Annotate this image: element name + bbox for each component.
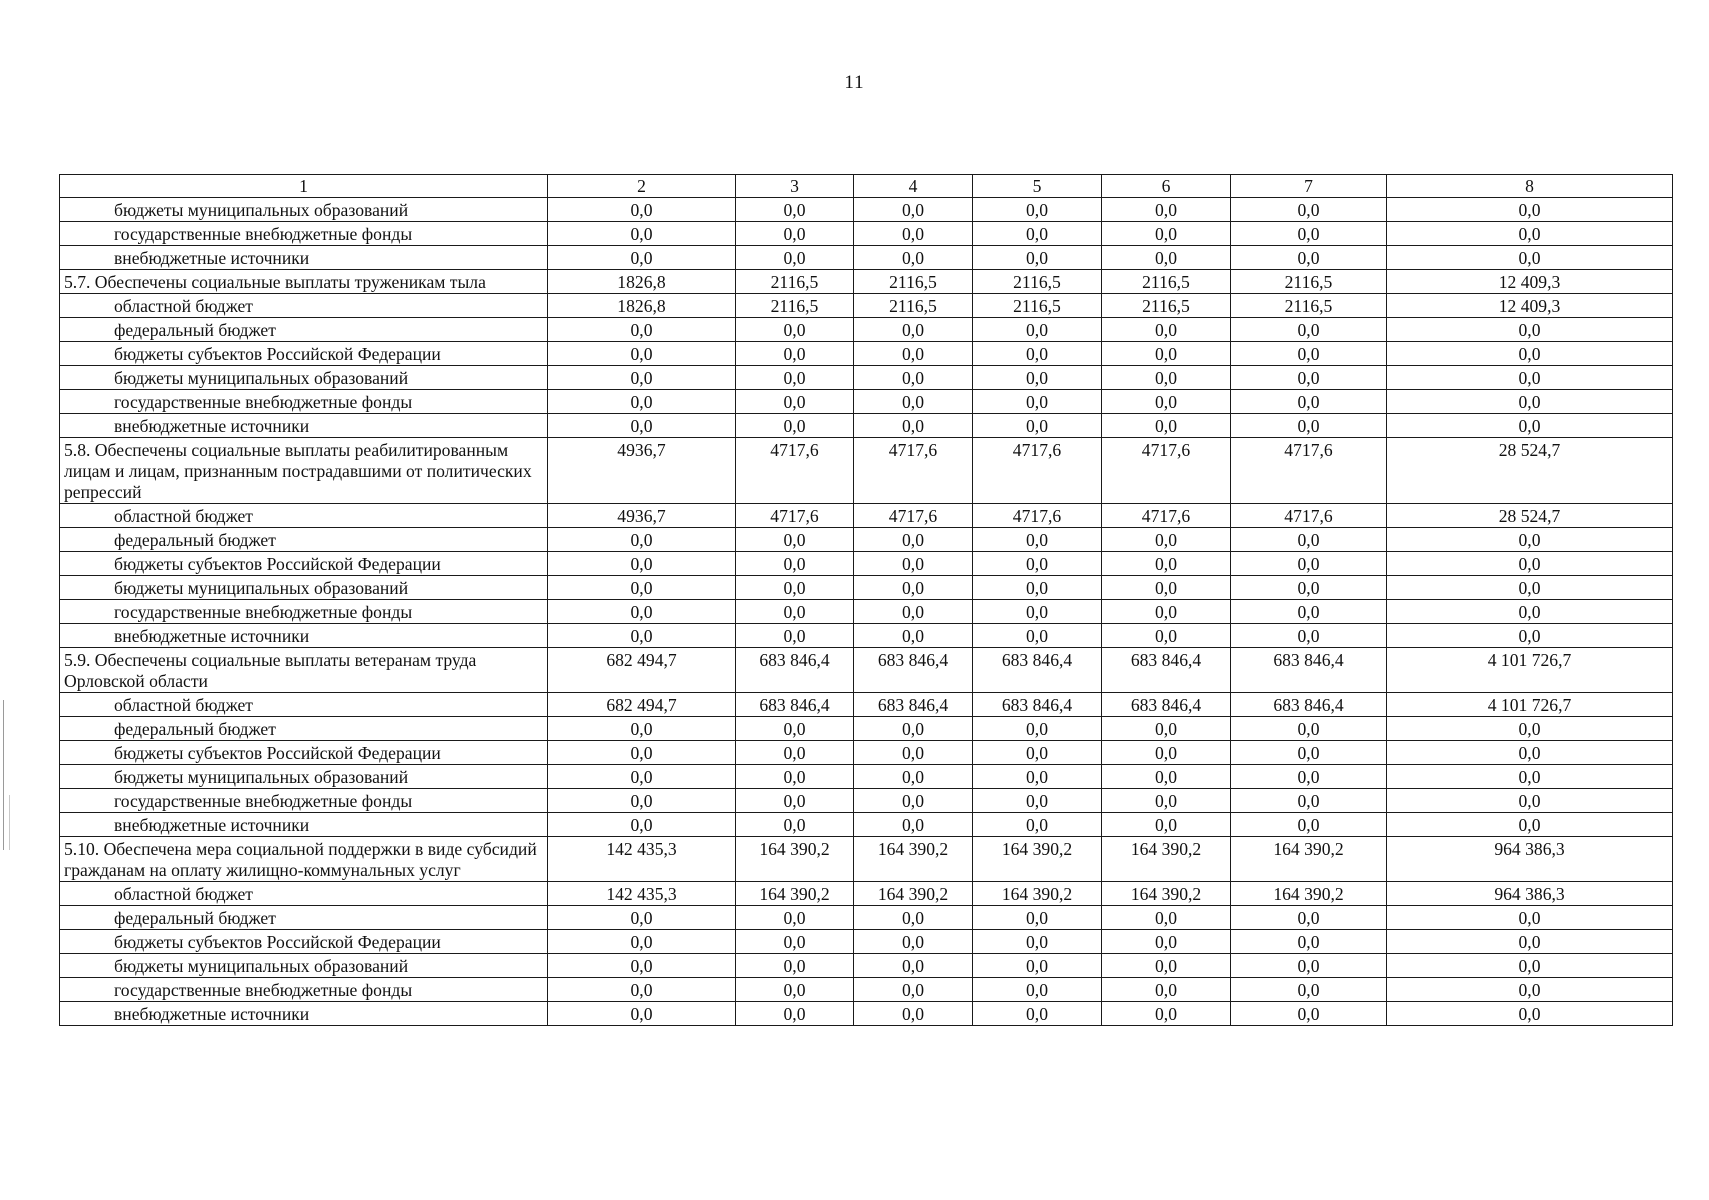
column-header: 4	[854, 175, 973, 198]
value-cell: 0,0	[1231, 624, 1387, 648]
column-header: 6	[1102, 175, 1231, 198]
value-cell: 0,0	[1387, 246, 1673, 270]
value-cell: 0,0	[736, 765, 854, 789]
value-cell: 0,0	[1102, 366, 1231, 390]
measure-label: 5.7. Обеспечены социальные выплаты труженикам тыла	[60, 270, 548, 294]
value-cell: 0,0	[1102, 246, 1231, 270]
value-cell: 164 390,2	[1102, 837, 1231, 882]
value-cell: 683 846,4	[1102, 648, 1231, 693]
funding-source-label: бюджеты муниципальных образований	[60, 366, 548, 390]
value-cell: 0,0	[1231, 765, 1387, 789]
value-cell: 0,0	[1231, 528, 1387, 552]
funding-source-label: федеральный бюджет	[60, 318, 548, 342]
value-cell: 0,0	[548, 600, 736, 624]
value-cell: 0,0	[1231, 741, 1387, 765]
table-row-source	[60, 930, 1673, 954]
value-cell: 0,0	[548, 198, 736, 222]
value-cell: 0,0	[854, 813, 973, 837]
table-row-source	[60, 1002, 1673, 1026]
value-cell: 0,0	[973, 198, 1102, 222]
value-cell: 0,0	[736, 366, 854, 390]
value-cell: 0,0	[1231, 552, 1387, 576]
value-cell: 0,0	[1231, 717, 1387, 741]
value-cell: 0,0	[973, 765, 1102, 789]
value-cell: 0,0	[1231, 906, 1387, 930]
value-cell: 0,0	[548, 318, 736, 342]
table-row-measure	[60, 270, 1673, 294]
value-cell: 0,0	[973, 552, 1102, 576]
value-cell: 0,0	[1102, 414, 1231, 438]
value-cell: 2116,5	[736, 294, 854, 318]
column-header: 5	[973, 175, 1102, 198]
value-cell: 0,0	[1387, 813, 1673, 837]
value-cell: 0,0	[973, 930, 1102, 954]
value-cell: 0,0	[1102, 390, 1231, 414]
value-cell: 0,0	[736, 789, 854, 813]
budget-table	[59, 174, 1673, 1026]
value-cell: 4717,6	[854, 504, 973, 528]
value-cell: 0,0	[1102, 528, 1231, 552]
value-cell: 0,0	[973, 789, 1102, 813]
funding-source-label: внебюджетные источники	[60, 1002, 548, 1026]
value-cell: 164 390,2	[1231, 882, 1387, 906]
value-cell: 0,0	[1102, 624, 1231, 648]
funding-source-label: бюджеты субъектов Российской Федерации	[60, 930, 548, 954]
table-row-source	[60, 198, 1673, 222]
table-body	[60, 198, 1673, 1026]
value-cell: 683 846,4	[736, 648, 854, 693]
value-cell: 0,0	[854, 741, 973, 765]
value-cell: 0,0	[973, 390, 1102, 414]
value-cell: 2116,5	[854, 294, 973, 318]
column-header: 1	[60, 175, 548, 198]
value-cell: 0,0	[973, 978, 1102, 1002]
value-cell: 4717,6	[854, 438, 973, 504]
value-cell: 0,0	[548, 414, 736, 438]
value-cell: 4717,6	[1102, 438, 1231, 504]
value-cell: 0,0	[854, 342, 973, 366]
value-cell: 0,0	[973, 246, 1102, 270]
table-row-source	[60, 717, 1673, 741]
value-cell: 0,0	[548, 789, 736, 813]
value-cell: 0,0	[1102, 552, 1231, 576]
value-cell: 0,0	[548, 717, 736, 741]
value-cell: 0,0	[1231, 366, 1387, 390]
value-cell: 0,0	[1387, 414, 1673, 438]
value-cell: 164 390,2	[973, 837, 1102, 882]
value-cell: 12 409,3	[1387, 294, 1673, 318]
value-cell: 0,0	[1102, 600, 1231, 624]
value-cell: 2116,5	[736, 270, 854, 294]
value-cell: 0,0	[854, 552, 973, 576]
value-cell: 0,0	[854, 1002, 973, 1026]
value-cell: 0,0	[548, 1002, 736, 1026]
value-cell: 964 386,3	[1387, 837, 1673, 882]
value-cell: 0,0	[973, 954, 1102, 978]
value-cell: 0,0	[1387, 717, 1673, 741]
table-row-source	[60, 741, 1673, 765]
value-cell: 0,0	[973, 318, 1102, 342]
value-cell: 0,0	[1387, 318, 1673, 342]
value-cell: 0,0	[1102, 1002, 1231, 1026]
value-cell: 0,0	[1231, 930, 1387, 954]
value-cell: 0,0	[973, 906, 1102, 930]
funding-source-label: бюджеты субъектов Российской Федерации	[60, 342, 548, 366]
value-cell: 4936,7	[548, 438, 736, 504]
funding-source-label: федеральный бюджет	[60, 906, 548, 930]
value-cell: 0,0	[1102, 318, 1231, 342]
page-number: 11	[844, 72, 865, 93]
value-cell: 0,0	[1231, 222, 1387, 246]
value-cell: 4717,6	[736, 504, 854, 528]
value-cell: 4 101 726,7	[1387, 648, 1673, 693]
value-cell: 0,0	[1102, 954, 1231, 978]
funding-source-label: бюджеты субъектов Российской Федерации	[60, 741, 548, 765]
value-cell: 0,0	[1387, 765, 1673, 789]
value-cell: 0,0	[1387, 600, 1673, 624]
value-cell: 2116,5	[973, 294, 1102, 318]
column-header: 2	[548, 175, 736, 198]
value-cell: 142 435,3	[548, 882, 736, 906]
value-cell: 0,0	[1231, 318, 1387, 342]
value-cell: 0,0	[1387, 906, 1673, 930]
value-cell: 682 494,7	[548, 693, 736, 717]
value-cell: 0,0	[736, 342, 854, 366]
value-cell: 28 524,7	[1387, 504, 1673, 528]
measure-label: 5.10. Обеспечена мера социальной поддержки в виде субсидий гражданам на оплату жилищно-коммунальных услуг	[60, 837, 548, 882]
value-cell: 4717,6	[1102, 504, 1231, 528]
value-cell: 12 409,3	[1387, 270, 1673, 294]
value-cell: 964 386,3	[1387, 882, 1673, 906]
value-cell: 0,0	[854, 789, 973, 813]
value-cell: 1826,8	[548, 294, 736, 318]
funding-source-label: внебюджетные источники	[60, 246, 548, 270]
value-cell: 0,0	[736, 906, 854, 930]
value-cell: 683 846,4	[973, 693, 1102, 717]
table-row-source	[60, 504, 1673, 528]
value-cell: 0,0	[854, 930, 973, 954]
value-cell: 0,0	[854, 576, 973, 600]
value-cell: 0,0	[548, 366, 736, 390]
value-cell: 0,0	[548, 741, 736, 765]
value-cell: 0,0	[736, 1002, 854, 1026]
value-cell: 0,0	[1387, 978, 1673, 1002]
table-row-source	[60, 294, 1673, 318]
value-cell: 683 846,4	[854, 693, 973, 717]
value-cell: 0,0	[973, 576, 1102, 600]
value-cell: 0,0	[1387, 954, 1673, 978]
table-row-source	[60, 813, 1673, 837]
value-cell: 0,0	[854, 246, 973, 270]
value-cell: 0,0	[973, 741, 1102, 765]
value-cell: 0,0	[1387, 528, 1673, 552]
table-row-measure	[60, 438, 1673, 504]
column-header: 8	[1387, 175, 1673, 198]
value-cell: 1826,8	[548, 270, 736, 294]
value-cell: 0,0	[1102, 741, 1231, 765]
value-cell: 0,0	[1231, 954, 1387, 978]
value-cell: 0,0	[548, 765, 736, 789]
value-cell: 683 846,4	[1102, 693, 1231, 717]
value-cell: 0,0	[736, 198, 854, 222]
value-cell: 0,0	[973, 366, 1102, 390]
table-row-source	[60, 693, 1673, 717]
value-cell: 0,0	[1387, 366, 1673, 390]
value-cell: 164 390,2	[736, 882, 854, 906]
measure-label: 5.8. Обеспечены социальные выплаты реабилитированным лицам и лицам, признанным пострадавшими от политических репрессий	[60, 438, 548, 504]
value-cell: 0,0	[973, 717, 1102, 741]
table-row-source	[60, 342, 1673, 366]
value-cell: 0,0	[548, 576, 736, 600]
value-cell: 0,0	[1102, 906, 1231, 930]
value-cell: 0,0	[854, 954, 973, 978]
value-cell: 0,0	[854, 906, 973, 930]
table-row-source	[60, 954, 1673, 978]
value-cell: 0,0	[973, 600, 1102, 624]
funding-source-label: государственные внебюджетные фонды	[60, 789, 548, 813]
value-cell: 0,0	[854, 600, 973, 624]
funding-source-label: федеральный бюджет	[60, 717, 548, 741]
table-row-source	[60, 765, 1673, 789]
value-cell: 0,0	[973, 342, 1102, 366]
value-cell: 0,0	[548, 813, 736, 837]
table-row-source	[60, 882, 1673, 906]
value-cell: 0,0	[1231, 813, 1387, 837]
measure-label: 5.9. Обеспечены социальные выплаты ветеранам труда Орловской области	[60, 648, 548, 693]
table-row-source	[60, 906, 1673, 930]
funding-source-label: федеральный бюджет	[60, 528, 548, 552]
value-cell: 0,0	[1387, 789, 1673, 813]
value-cell: 0,0	[736, 741, 854, 765]
value-cell: 0,0	[1102, 342, 1231, 366]
value-cell: 142 435,3	[548, 837, 736, 882]
value-cell: 0,0	[548, 222, 736, 246]
value-cell: 4717,6	[1231, 438, 1387, 504]
value-cell: 2116,5	[1231, 270, 1387, 294]
value-cell: 164 390,2	[854, 837, 973, 882]
table-row-source	[60, 414, 1673, 438]
value-cell: 0,0	[736, 813, 854, 837]
column-number-row	[60, 175, 1673, 198]
value-cell: 0,0	[973, 528, 1102, 552]
value-cell: 2116,5	[973, 270, 1102, 294]
table-row-measure	[60, 648, 1673, 693]
value-cell: 0,0	[1387, 930, 1673, 954]
funding-source-label: государственные внебюджетные фонды	[60, 222, 548, 246]
value-cell: 0,0	[1102, 198, 1231, 222]
value-cell: 0,0	[548, 552, 736, 576]
value-cell: 683 846,4	[1231, 648, 1387, 693]
value-cell: 0,0	[736, 552, 854, 576]
value-cell: 4936,7	[548, 504, 736, 528]
value-cell: 0,0	[548, 528, 736, 552]
value-cell: 4717,6	[973, 504, 1102, 528]
table-row-source	[60, 390, 1673, 414]
value-cell: 0,0	[736, 978, 854, 1002]
value-cell: 0,0	[736, 318, 854, 342]
scan-artifact-line	[9, 795, 10, 850]
value-cell: 0,0	[736, 390, 854, 414]
value-cell: 0,0	[548, 978, 736, 1002]
value-cell: 0,0	[854, 978, 973, 1002]
value-cell: 0,0	[548, 624, 736, 648]
value-cell: 683 846,4	[1231, 693, 1387, 717]
value-cell: 0,0	[1102, 930, 1231, 954]
value-cell: 4717,6	[1231, 504, 1387, 528]
value-cell: 0,0	[854, 198, 973, 222]
value-cell: 0,0	[736, 222, 854, 246]
value-cell: 0,0	[1231, 789, 1387, 813]
funding-source-label: государственные внебюджетные фонды	[60, 600, 548, 624]
funding-source-label: внебюджетные источники	[60, 414, 548, 438]
value-cell: 0,0	[1231, 600, 1387, 624]
value-cell: 0,0	[1387, 198, 1673, 222]
value-cell: 0,0	[736, 528, 854, 552]
value-cell: 0,0	[736, 930, 854, 954]
value-cell: 0,0	[1387, 741, 1673, 765]
value-cell: 683 846,4	[736, 693, 854, 717]
value-cell: 0,0	[1231, 198, 1387, 222]
value-cell: 0,0	[973, 813, 1102, 837]
value-cell: 0,0	[548, 930, 736, 954]
value-cell: 0,0	[854, 222, 973, 246]
table-row-source	[60, 600, 1673, 624]
value-cell: 0,0	[548, 954, 736, 978]
value-cell: 164 390,2	[736, 837, 854, 882]
table-row-source	[60, 978, 1673, 1002]
value-cell: 683 846,4	[854, 648, 973, 693]
value-cell: 0,0	[736, 246, 854, 270]
value-cell: 4 101 726,7	[1387, 693, 1673, 717]
value-cell: 0,0	[973, 1002, 1102, 1026]
value-cell: 0,0	[736, 414, 854, 438]
table-row-source	[60, 246, 1673, 270]
value-cell: 0,0	[854, 528, 973, 552]
value-cell: 0,0	[1102, 576, 1231, 600]
value-cell: 0,0	[973, 222, 1102, 246]
value-cell: 0,0	[1231, 1002, 1387, 1026]
value-cell: 0,0	[1387, 342, 1673, 366]
value-cell: 0,0	[973, 414, 1102, 438]
value-cell: 0,0	[1102, 789, 1231, 813]
funding-source-label: государственные внебюджетные фонды	[60, 390, 548, 414]
value-cell: 164 390,2	[973, 882, 1102, 906]
value-cell: 0,0	[1102, 717, 1231, 741]
value-cell: 2116,5	[1231, 294, 1387, 318]
funding-source-label: внебюджетные источники	[60, 624, 548, 648]
value-cell: 0,0	[548, 906, 736, 930]
table-row-source	[60, 552, 1673, 576]
funding-source-label: внебюджетные источники	[60, 813, 548, 837]
value-cell: 0,0	[854, 318, 973, 342]
value-cell: 682 494,7	[548, 648, 736, 693]
funding-source-label: областной бюджет	[60, 294, 548, 318]
value-cell: 0,0	[1231, 978, 1387, 1002]
funding-source-label: областной бюджет	[60, 693, 548, 717]
table-row-source	[60, 576, 1673, 600]
table-row-source	[60, 528, 1673, 552]
table-row-measure	[60, 837, 1673, 882]
value-cell: 0,0	[1387, 1002, 1673, 1026]
funding-source-label: бюджеты субъектов Российской Федерации	[60, 552, 548, 576]
table-row-source	[60, 624, 1673, 648]
value-cell: 0,0	[1231, 390, 1387, 414]
value-cell: 0,0	[1102, 222, 1231, 246]
column-header: 3	[736, 175, 854, 198]
value-cell: 0,0	[854, 765, 973, 789]
value-cell: 2116,5	[1102, 294, 1231, 318]
funding-source-label: государственные внебюджетные фонды	[60, 978, 548, 1002]
value-cell: 0,0	[1102, 978, 1231, 1002]
value-cell: 2116,5	[854, 270, 973, 294]
table-row-source	[60, 318, 1673, 342]
value-cell: 0,0	[736, 600, 854, 624]
value-cell: 0,0	[1102, 813, 1231, 837]
value-cell: 0,0	[854, 414, 973, 438]
table-row-source	[60, 366, 1673, 390]
value-cell: 0,0	[854, 390, 973, 414]
value-cell: 4717,6	[973, 438, 1102, 504]
value-cell: 0,0	[1387, 624, 1673, 648]
value-cell: 164 390,2	[1102, 882, 1231, 906]
value-cell: 164 390,2	[1231, 837, 1387, 882]
value-cell: 0,0	[1387, 552, 1673, 576]
value-cell: 0,0	[1387, 576, 1673, 600]
value-cell: 0,0	[548, 342, 736, 366]
value-cell: 4717,6	[736, 438, 854, 504]
value-cell: 28 524,7	[1387, 438, 1673, 504]
value-cell: 2116,5	[1102, 270, 1231, 294]
value-cell: 0,0	[854, 624, 973, 648]
value-cell: 0,0	[1231, 576, 1387, 600]
value-cell: 0,0	[854, 366, 973, 390]
value-cell: 0,0	[1231, 342, 1387, 366]
value-cell: 0,0	[1231, 414, 1387, 438]
value-cell: 0,0	[854, 717, 973, 741]
funding-source-label: бюджеты муниципальных образований	[60, 198, 548, 222]
funding-source-label: бюджеты муниципальных образований	[60, 765, 548, 789]
table-row-source	[60, 222, 1673, 246]
value-cell: 0,0	[1387, 390, 1673, 414]
value-cell: 0,0	[736, 624, 854, 648]
value-cell: 683 846,4	[973, 648, 1102, 693]
value-cell: 0,0	[1102, 765, 1231, 789]
value-cell: 0,0	[736, 717, 854, 741]
value-cell: 0,0	[736, 954, 854, 978]
value-cell: 0,0	[548, 246, 736, 270]
value-cell: 0,0	[736, 576, 854, 600]
table-row-source	[60, 789, 1673, 813]
value-cell: 0,0	[548, 390, 736, 414]
funding-source-label: областной бюджет	[60, 504, 548, 528]
value-cell: 0,0	[1231, 246, 1387, 270]
funding-source-label: бюджеты муниципальных образований	[60, 954, 548, 978]
value-cell: 0,0	[973, 624, 1102, 648]
funding-source-label: областной бюджет	[60, 882, 548, 906]
column-header: 7	[1231, 175, 1387, 198]
value-cell: 164 390,2	[854, 882, 973, 906]
funding-source-label: бюджеты муниципальных образований	[60, 576, 548, 600]
scan-artifact-line	[3, 700, 4, 850]
value-cell: 0,0	[1387, 222, 1673, 246]
